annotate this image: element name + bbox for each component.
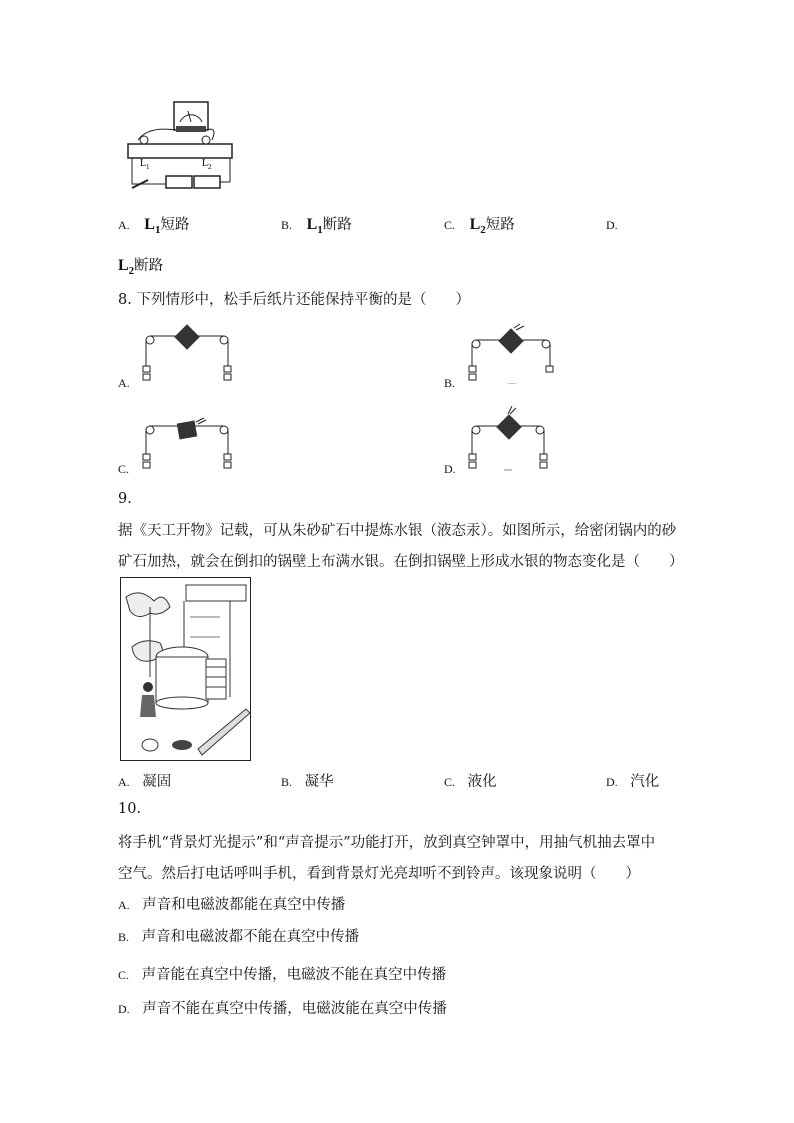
q10-option-a[interactable]: A. 声音和电磁波都能在真空中传播 xyxy=(118,897,346,913)
l1-label: L xyxy=(140,158,147,169)
q9-stem-line1: 据《天工开物》记载，可从朱砂矿石中提炼水银（液态汞）。如图所示，给密闭锅内的砂 xyxy=(118,523,677,539)
l2-label: L xyxy=(202,158,209,169)
q9-option-d[interactable]: D. 汽化 xyxy=(606,774,660,790)
q9-option-a[interactable]: A. 凝固 xyxy=(118,774,172,790)
q7-option-d[interactable]: D. xyxy=(606,218,618,232)
q10-stem-line2: 空气。然后打电话呼叫手机，看到背景灯光亮却听不到铃声。该现象说明（ ） xyxy=(118,866,640,882)
q9-stem-line2: 矿石加热，就会在倒扣的锅壁上布满水银。在倒扣锅壁上形成水银的物态变化是（ ） xyxy=(118,554,684,570)
q7-option-a[interactable]: A. $L_1$短路 xyxy=(118,216,190,237)
q8-figure-d xyxy=(464,406,564,472)
q7-option-b[interactable]: B. $L_1$断路 xyxy=(281,216,352,237)
q8-figure-c xyxy=(140,410,240,472)
q10-option-d[interactable]: D. 声音不能在真空中传播，电磁波能在真空中传播 xyxy=(118,1001,447,1017)
q8-figure-a xyxy=(140,322,240,384)
q7-option-d-text: $L_2$断路 xyxy=(118,257,164,278)
q10-option-c[interactable]: C. 声音能在真空中传播，电磁波不能在真空中传播 xyxy=(118,967,447,983)
q10-stem-line1: 将手机“背景灯光提示”和“声音提示”功能打开，放到真空钟罩中，用抽气机抽去罩中 xyxy=(118,835,656,851)
q7-option-c[interactable]: C. $L_2$短路 xyxy=(444,216,515,237)
q10-option-b[interactable]: B. 声音和电磁波都不能在真空中传播 xyxy=(118,929,360,945)
q9-number: 9. xyxy=(118,491,132,507)
q8-option-c-letter[interactable]: C. xyxy=(118,462,130,476)
q9-option-c[interactable]: C. 液化 xyxy=(444,774,497,790)
q8-option-d-letter[interactable]: D. xyxy=(444,462,456,476)
q8-figure-b xyxy=(464,322,564,384)
q8-option-b-letter[interactable]: B. xyxy=(444,376,456,390)
l1-sub: 1 xyxy=(146,163,150,171)
q8-stem: 8. 下列情形中，松手后纸片还能保持平衡的是（ ） xyxy=(118,292,470,308)
tiangong-kaiwu-illustration xyxy=(120,577,251,761)
q8-option-a-letter[interactable]: A. xyxy=(118,376,130,390)
l2-sub: 2 xyxy=(208,163,212,171)
q9-option-b[interactable]: B. 凝华 xyxy=(281,774,334,790)
q10-number: 10. xyxy=(118,801,142,817)
circuit-figure xyxy=(118,96,238,196)
